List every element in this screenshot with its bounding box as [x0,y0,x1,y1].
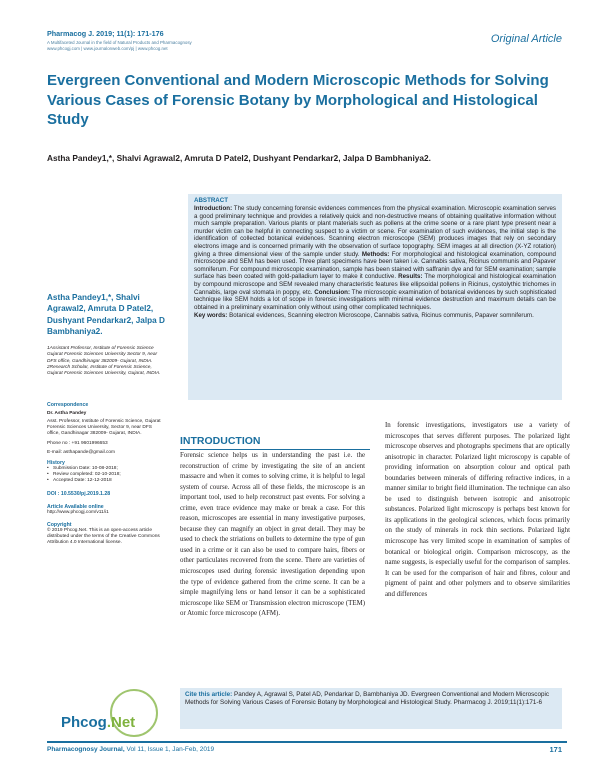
abstract-conclusion: The microscopic examination of botanical evidences by such sophisticated technique like SEM holds a lot of scope in forensic investigations with minimal evidence destruction and maximum details can be obtained in a preliminary examination only without using other complicated techniques. [194,288,556,311]
doi[interactable]: DOI : 10.5530/pj.2019.1.28 [47,490,111,497]
intro-label: Introduction: [194,205,233,212]
history-heading: History [47,460,65,467]
correspondence-name: Dr. Astha Pandey [47,411,87,416]
sidebar-affiliations: 1Assistant Professor, Institute of Forensic Science Gujarat Forensic Sciences University Sector 9, near DFS office, Gandhinagar 382009- Gujarat, INDIA. 2Research Scholar, Institute of Forensic Science, Gujarat Forensic Sciences University, Gujarat, INDIA. [47,346,161,377]
history-list [47,466,165,485]
results-label: Results: [398,273,423,281]
keywords-text: Botanical evidences, Scanning electron Microscope, Cannabis sativa, Ricinus communis, Papaver somniferum. [227,312,534,320]
journal-urls[interactable]: www.phcogj.com | www.journalonweb.com/pj | www.phcog.net [47,46,168,51]
conclusion-label: Conclusion: [314,288,351,296]
footer-rule [47,741,567,743]
journal-tagline: A Multifaceted Journal in the field of Natural Products and Pharmacognosy [47,40,192,45]
abstract-text [194,205,556,311]
online-url[interactable]: http://www.phcogj.com/v11/i1 [47,509,109,515]
correspondence-phone: Phone no : +91 9601996653 [47,440,108,446]
methods-label: Methods: [361,250,390,258]
article-title: Evergreen Conventional and Modern Microscopic Methods for Solving Various Cases of Forensic Botany by Morphological and Histological Study [47,72,549,128]
abstract-results: The morphological and histological examination by compound microscope and SEM revealed many characteristic features like ellipsoidal pollens in Ricinus, cystolythic trichomes in Cannabis, large oval stomata in poppy, etc. [194,273,556,296]
copyright-text: © 2019 Phcog.Net. This is an open-access article distributed under the terms of the Creative Commons Attribution 4.0 International license. [47,527,160,546]
page-number: 171 [549,745,562,754]
correspondence-block [47,402,165,546]
article-type-label: Original Article [490,33,562,45]
sidebar-authors: Astha Pandey1,*, Shalvi Agrawal2, Amruta D Patel2, Dushyant Pendarkar2, Jalpa D Bambhaniya2. [47,293,165,337]
section-heading-introduction: INTRODUCTION [180,435,261,447]
copyright-heading: Copyright [47,521,72,528]
author-list: Astha Pandey1,*, Shalvi Agrawal2, Amruta D Patel2, Dushyant Pendarkar2, Jalpa D Bambhaniya2. [47,153,431,163]
abstract-methods: For morphological and histological examination, compound microscope and SEM has been used. Three plant specimens have been taken i.e. Cannabis sativa, Ricinus communis and Papaver somniferum. For compound microscopic examination, sample has been stained with saffranin dye and for SEM examination; sample surface has been coated with gold-palladium layer to make it conductive. [194,250,556,281]
body-column-left: Forensic science helps us in understanding the past i.e. the reconstruction of crime by investigating the site of an ancient massacre and when it comes to solving crime, it is helpful to legal system of course. Across all of these fields, the microscope is an important tool, used to help reconstruct past events. For solving a crime, even trace evidence may make or break a case. For this reason, microscopes are essential in many investigative purposes, because they can magnify an object in great detail. They may be used to check the striations on bullets to determine the type of gun used in a crime or it can also be used to compare hairs, fibers or other particulates recovered from the scene. There are varieties of microscopes used during forensic investigation depending upon the type of evidence gathered from the crime scene. It can be a simple magnifying lens or hand lensor it can be a sophisticated microscope like SEM or Transmission electron microscope (TEM) or Atomic force microscope (AFM). [180,452,365,618]
keywords [194,312,556,320]
history-item: • Accepted Date: 12-12-2018 [47,478,165,484]
body-column-right: In forensic investigations, investigators use a variety of microscopes that serves different purposes. The polarized light microscope observes and photographs specimens that are optically anisotropic in character. Polarized light microscopy is capable of providing information on absorption colour and optical path boundaries between minerals of differing refractive indices, in a manner similar to bright field illumination. The technique can also be used to distinguish between isotropic and anisotropic substances. Polarized light microscopy is perhaps best known for its applications in the geological sciences, which focus primarily on the study of minerals in rock thin sections. Polarized light microscope has very limited scope in examination of samples of botanical or biological origin. Comparison microscopy, as the name suggests, is especially useful for the comparison of samples. It can be used for the comparison of hair and fibres, colour and pigment of paint and other polymers and to observe similarities and differences [385,422,570,598]
cite-box [180,688,562,729]
abstract-intro: The study concerning forensic evidences commences from the physical examination. Microscopic examination serves a good preliminary technique and provides a relatively quick and non-destructive means of obtaining qualitative information without much sample preparation. Various plants or plant materials such as pollens at the crime scene or a rare plant type present near a murder victim can be helpful in connecting suspect to a victim or scene. For examination of such evidences, the initial step is the identification of collected botanical evidences. Scanning electron microscope (SEM) produces images that rely on secondary electrons image and is concerned primarily with the observation of surface topography. SEM images at all direction (X-YZ rotation) giving a three dimensional view of the sample under study. [194,205,556,258]
history-item: • Review completed: 02-10-2018; [47,472,165,478]
keywords-label: Key words: [194,312,228,320]
section-rule [180,449,370,450]
cite-text: Pandey A, Agrawal S, Patel AD, Pendarkar D, Bambhaniya JD. Evergreen Conventional and Modern Microscopic Methods for Solving Various Cases of Forensic Botany by Morphological and Histological Study. Pharmacog J. 2019;11(1):171-6 [185,691,550,706]
correspondence-email[interactable]: E-mail: asthapande@gmail.com [47,449,116,455]
journal-citation: Pharmacog J. 2019; 11(1): 171-176 [47,29,164,38]
history-item: • Submission Date: 10-08-2018; [47,466,165,472]
online-heading: Article Available online [47,503,104,510]
correspondence-address: Asst. Professor, Institute of Forensic Science, Gujarat Forensic Sciences University, Sector 9, near DFS office, Gandhinagar 382009- Gujarat, INDIA. [47,419,161,437]
cite-label: Cite this article: [185,691,233,698]
abstract-heading: ABSTRACT [194,197,229,204]
phcog-logo [47,683,165,733]
abstract-box [188,194,562,400]
correspondence-heading: Correspondence [47,402,89,408]
logo-wordmark: Phcog.Net [61,714,136,731]
footer-journal: Pharmacognosy Journal, Vol 11, Issue 1, Jan-Feb, 2019 [47,746,215,753]
